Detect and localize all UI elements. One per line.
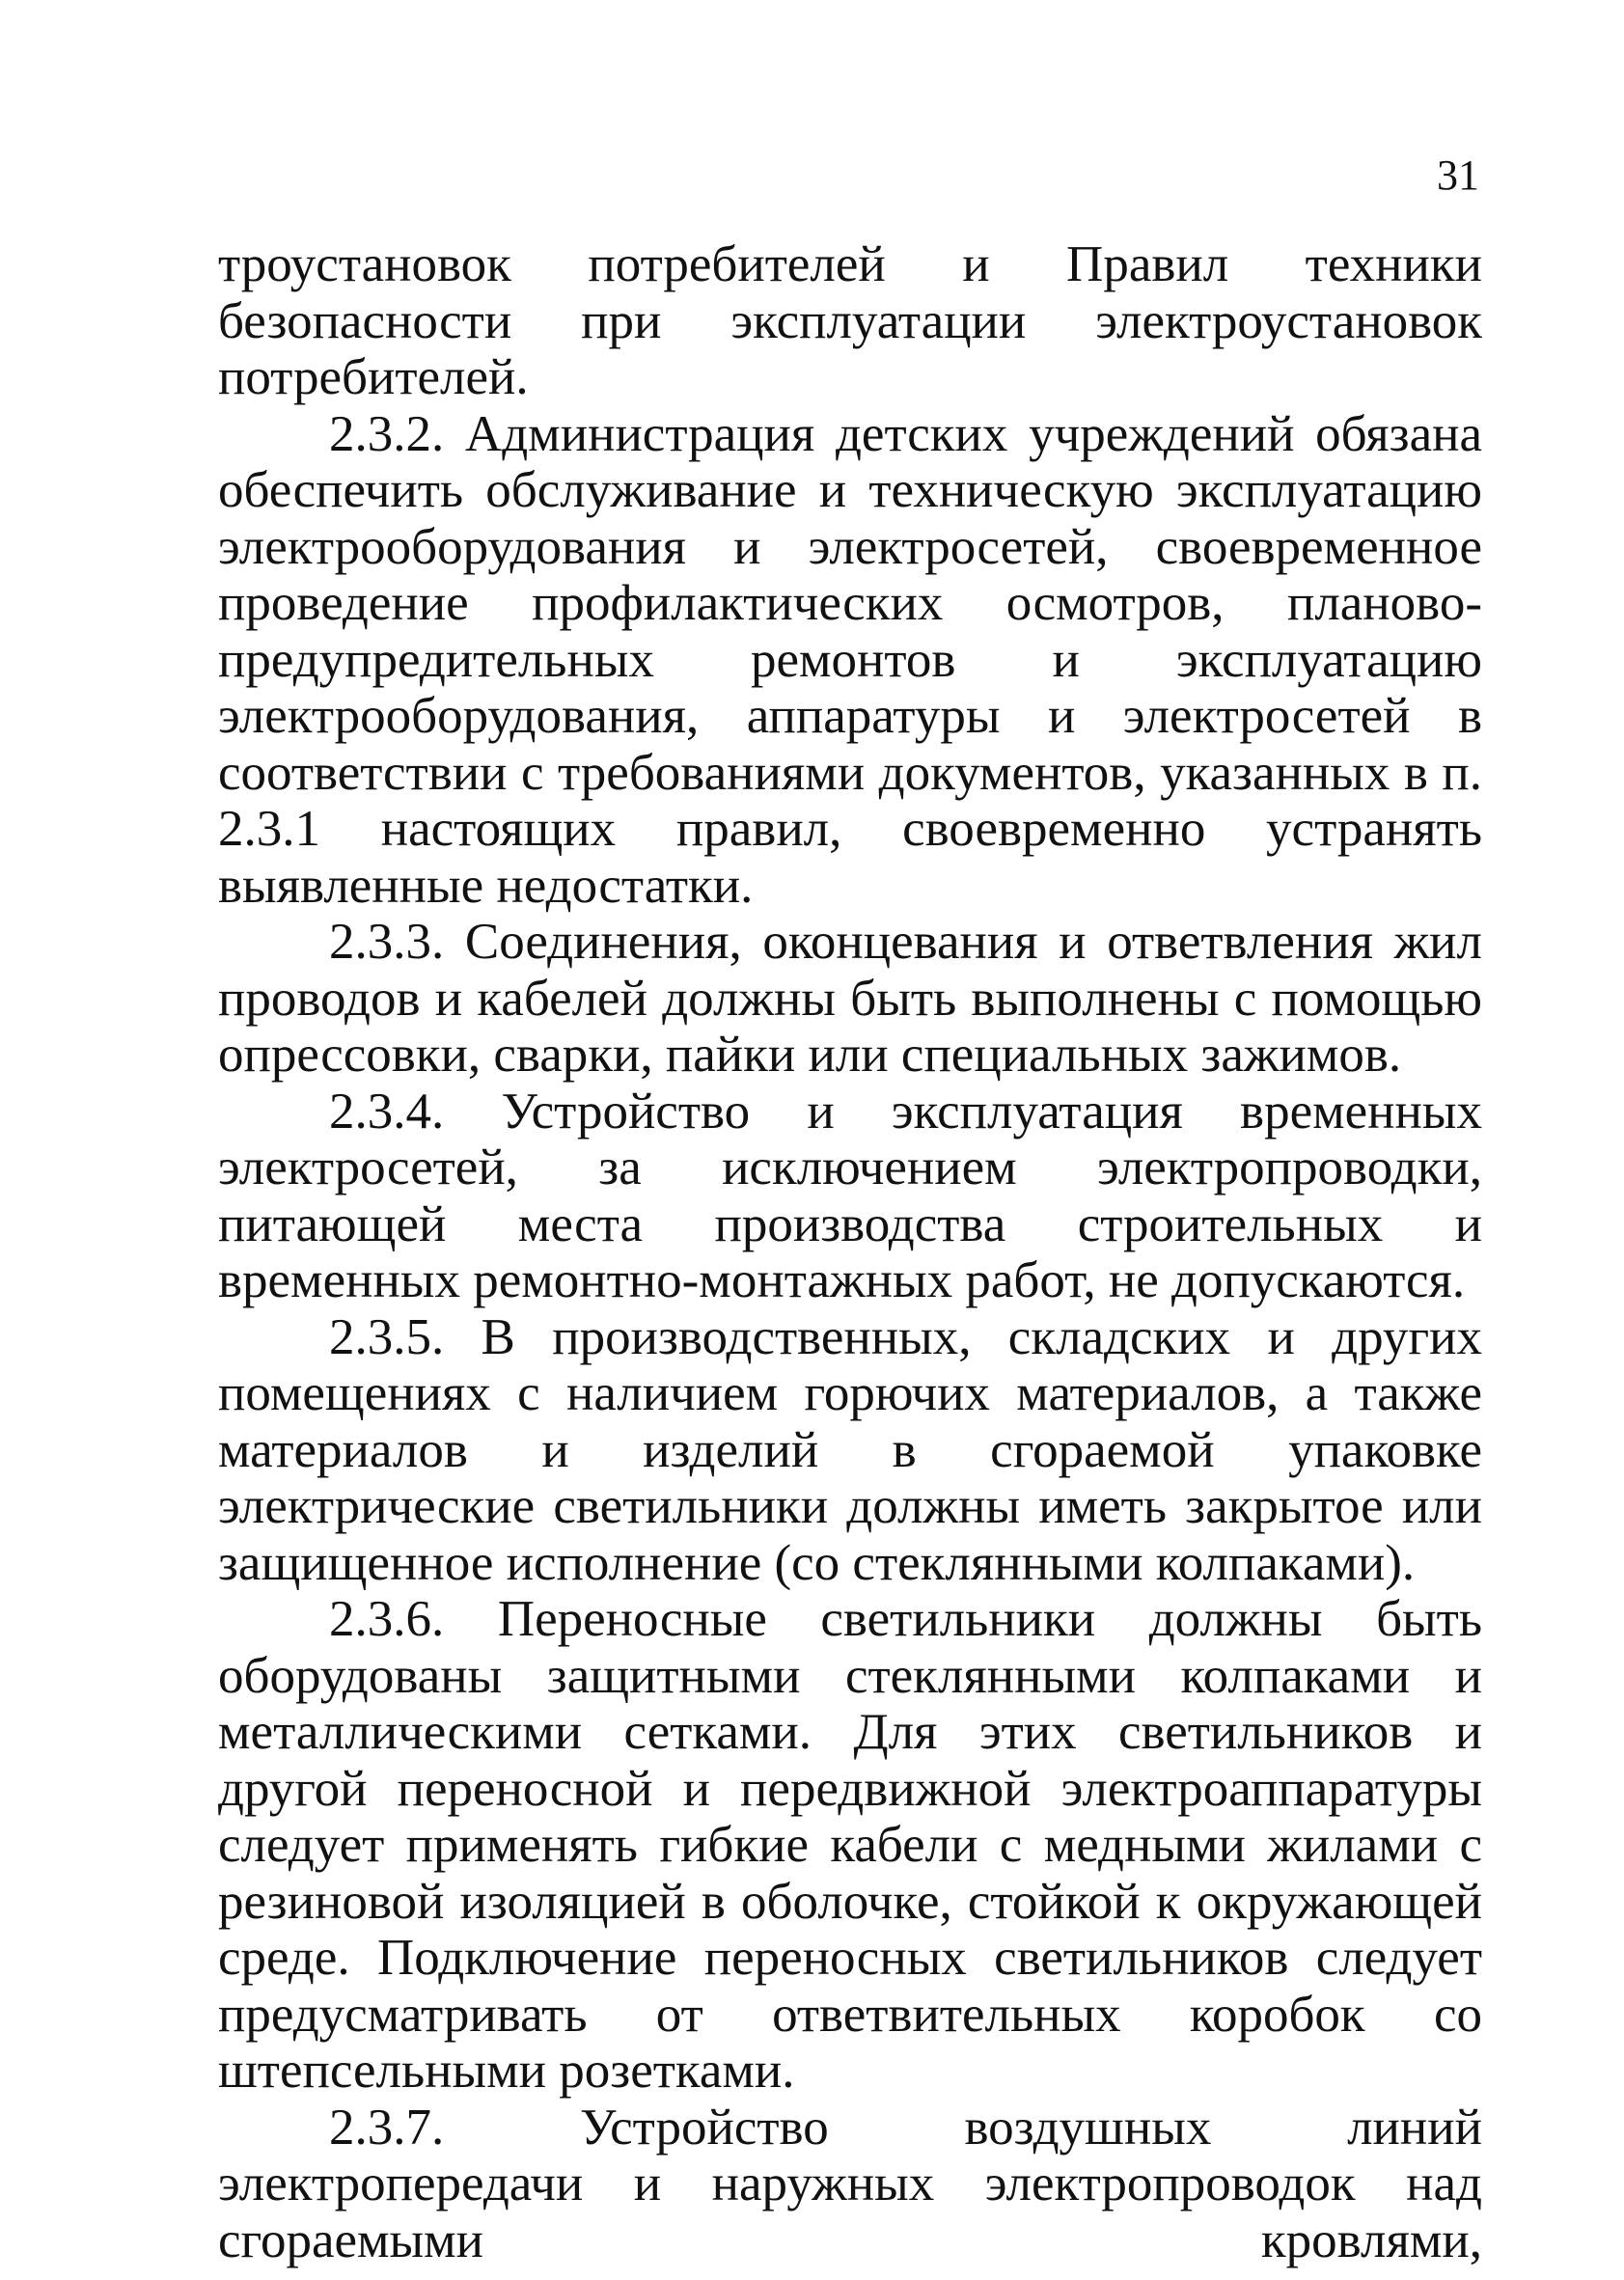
- document-body: [218, 236, 1482, 2268]
- paragraph-2-3-4: 2.3.4. Устройство и эксплуатация временных электросетей, за исключением электропроводки, питающей места производства строительных и временных ремонтно-монтажных работ, не допускаются.: [218, 1083, 1482, 1308]
- page-number: 31: [1437, 151, 1479, 199]
- paragraph-2-3-3: 2.3.3. Соединения, оконцевания и ответвления жил проводов и кабелей должны быть выполнены с помощью опрессовки, сварки, пайки или специальных зажимов.: [218, 914, 1482, 1083]
- paragraph-2-3-2: 2.3.2. Администрация детских учреждений обязана обеспечить обслуживание и техническую эксплуатацию электрооборудования и электросетей, своевременное проведение профилактических осмотров, планово-предупредительных ремонтов и эксплуатацию электрооборудования, аппаратуры и электросетей в соответствии с требованиями документов, указанных в п. 2.3.1 настоящих правил, своевременно устранять выявленные недостатки.: [218, 405, 1482, 914]
- paragraph-2-3-5: 2.3.5. В производственных, складских и других помещениях с наличием горючих материалов, а также материалов и изделий в сгораемой упаковке электрические светильники должны иметь закрытое или защищенное исполнение (со стеклянными колпаками).: [218, 1308, 1482, 1591]
- paragraph-2-3-6: 2.3.6. Переносные светильники должны быть оборудованы защитными стеклянными колпаками и металлическими сетками. Для этих светильников и другой переносной и передвижной электроаппаратуры следует применять гибкие кабели с медными жилами с резиновой изоляцией в оболочке, стойкой к окружающей среде. Подключение переносных светильников следует предусматривать от ответвительных коробок со штепсельными розетками.: [218, 1591, 1482, 2099]
- paragraph-continuation: троустановок потребителей и Правил техники безопасности при эксплуатации электроустановок потребителей.: [218, 236, 1482, 405]
- paragraph-2-3-7: 2.3.7. Устройство воздушных линий электропередачи и наружных электропроводок над сгораемыми кровлями,: [218, 2099, 1482, 2268]
